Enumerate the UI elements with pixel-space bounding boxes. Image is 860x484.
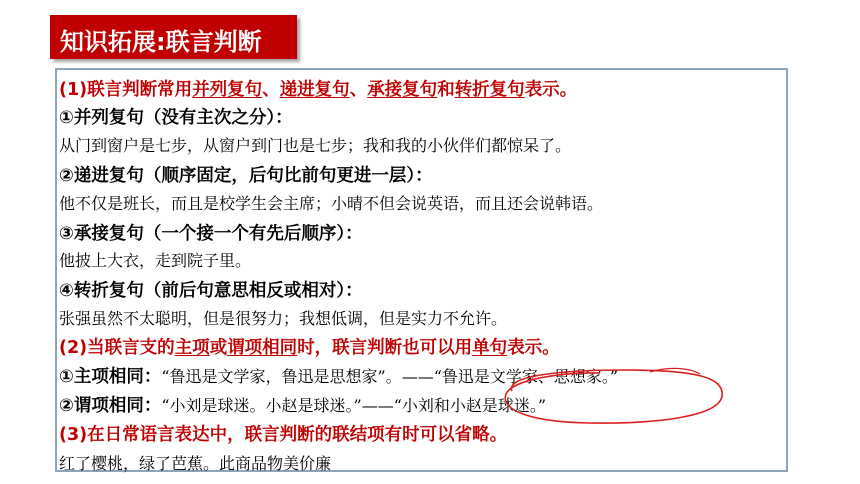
same-predicate-line [59, 392, 546, 417]
type-example: 他不仅是班长，而且是校学生会主席；小晴不但会说英语，而且还会说韩语。 [59, 194, 604, 213]
point-2-single: 单句 [472, 338, 508, 358]
point-1-adversative: 转折复句 [454, 80, 525, 100]
point-1-successive: 承接复句 [367, 80, 438, 100]
type-example: 从门到窗户是七步，从窗户到门也是七步；我和我的小伙伴们都惊呆了。 [59, 136, 572, 155]
point-1-sep: 、 [349, 80, 368, 100]
same-subject-label: ①主项相同： [59, 367, 162, 387]
type-example: 他披上大衣，走到院子里。 [59, 251, 252, 270]
point-1-sep: 、 [262, 80, 280, 100]
type-heading: ①并列复句（没有主次之分）： [59, 108, 293, 128]
point-2-suffix: 表示。 [507, 338, 560, 358]
type-example: 张强虽然不太聪明，但是很努力；我想低调，但是实力不允许。 [59, 309, 508, 328]
point-1-prefix: (1)联言判断常用 [59, 80, 193, 100]
type-heading: ④转折复句（前后句意思相反或相对）： [59, 281, 363, 301]
point-1-suffix: 表示。 [524, 80, 578, 100]
point-1 [59, 76, 577, 101]
type-heading: ②递进复句（顺序固定，后句比前句更进一层）： [59, 166, 433, 186]
title-banner [50, 15, 297, 59]
point-2-predicate: 谓项相同 [227, 338, 298, 358]
same-subject-example: “鲁迅是文学家，鲁迅是思想家”。——“鲁迅是文学家、思想家。” [161, 367, 619, 386]
point-2-mid: 时，联言判断也可以用 [297, 338, 473, 358]
point-3: (3)在日常语言表达中，联言判断的联结项有时可以省略。 [59, 425, 508, 445]
point-2-prefix: (2)当联言支的 [59, 338, 175, 358]
point-2-subject: 主项 [174, 338, 210, 358]
final-example: 红了樱桃，绿了芭蕉。此商品物美价廉 [59, 454, 332, 473]
point-1-parallel: 并列复句 [192, 80, 263, 100]
point-2 [59, 334, 560, 359]
same-predicate-example: “小刘是球迷。小赵是球迷。”——“小刘和小赵是球迷。” [161, 396, 547, 415]
point-2-or: 或 [209, 338, 228, 358]
same-subject-line [59, 363, 618, 388]
type-heading: ③承接复句（一个接一个有先后顺序）： [59, 224, 363, 244]
page-title: 知识拓展:联言判断 [60, 28, 262, 56]
point-1-progressive: 递进复句 [279, 80, 350, 100]
point-1-and: 和 [437, 80, 455, 100]
same-predicate-label: ②谓项相同： [59, 396, 162, 416]
